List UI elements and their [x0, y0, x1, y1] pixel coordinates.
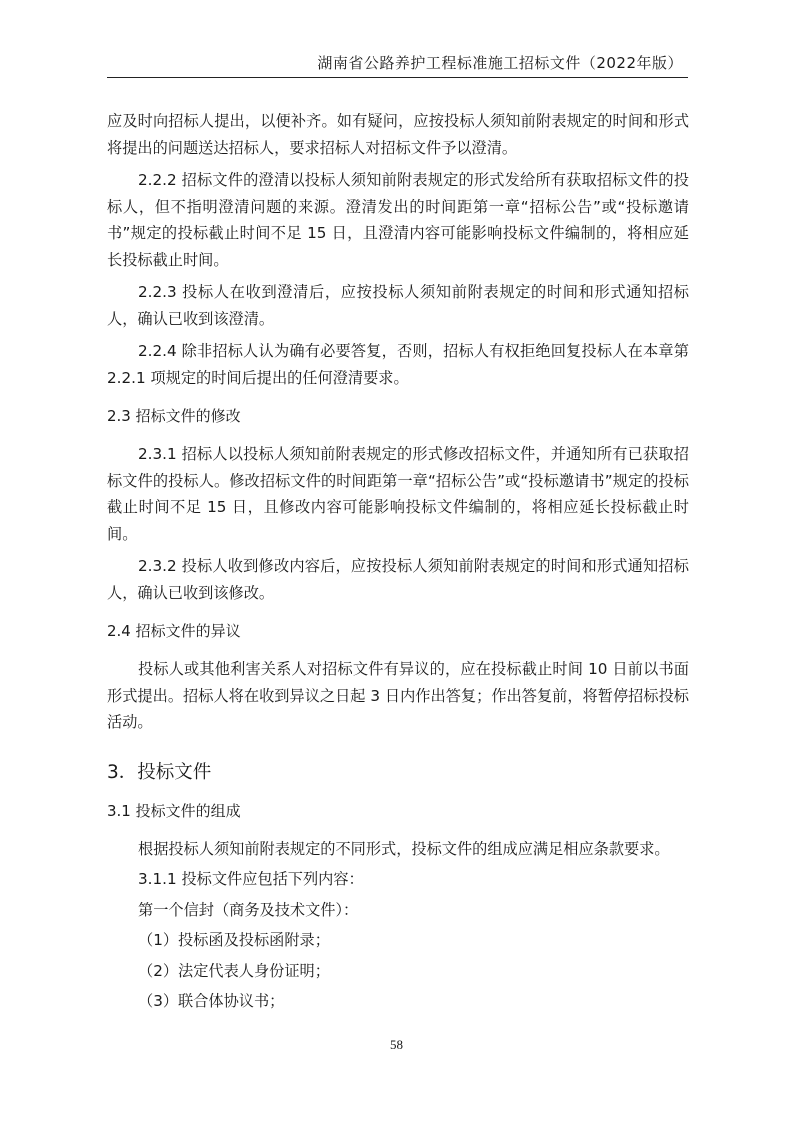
list-item: （2）法定代表人身份证明；: [138, 961, 330, 980]
page-number: 58: [390, 1037, 403, 1052]
page-body: [107, 108, 689, 1015]
paragraph-2-2-3: 2.2.3 投标人在收到澄清后，应按投标人须知前附表规定的时间和形式通知招标人，确认已收到该澄清。: [107, 283, 689, 328]
paragraph-3-1: 根据投标人须知前附表规定的不同形式，投标文件的组成应满足相应条款要求。: [138, 839, 670, 858]
paragraph-2-3-2: 2.3.2 投标人收到修改内容后，应按投标人须知前附表规定的时间和形式通知招标人，确认已收到该修改。: [107, 557, 689, 602]
running-header: 湖南省公路养护工程标准施工招标文件（2022年版）: [317, 54, 683, 72]
paragraph-2-2-2: 2.2.2 招标文件的澄清以投标人须知前附表规定的形式发给所有获取招标文件的投标人，但不指明澄清问题的来源。澄清发出的时间距第一章“招标公告”或“投标邀请书”规定的投标截止时间不足 15 日，且澄清内容可能影响投标文件编制的，将相应延长投标截止时间。: [107, 171, 689, 269]
chapter-heading-3: 3．投标文件: [107, 761, 212, 783]
section-heading-3-1: 3.1 投标文件的组成: [107, 801, 241, 820]
paragraph-2-4: 投标人或其他利害关系人对招标文件有异议的，应在投标截止时间 10 日前以书面形式提出。招标人将在收到异议之日起 3 日内作出答复；作出答复前，将暂停招标投标活动。: [107, 660, 689, 731]
paragraph-continuation: 应及时向招标人提出，以便补齐。如有疑问，应按投标人须知前附表规定的时间和形式将提出的问题送达招标人，要求招标人对招标文件予以澄清。: [107, 112, 689, 157]
section-heading-2-4: 2.4 招标文件的异议: [107, 622, 241, 640]
list-item: （1）投标函及投标函附录；: [138, 931, 330, 949]
paragraph-3-1-1: 3.1.1 投标文件应包括下列内容：: [138, 870, 364, 888]
paragraph-first-envelope: 第一个信封（商务及技术文件）：: [138, 900, 359, 919]
header-divider: [107, 77, 688, 78]
paragraph-2-2-4: 2.2.4 除非招标人认为确有必要答复，否则，招标人有权拒绝回复投标人在本章第 2.2.1 项规定的时间后提出的任何澄清要求。: [107, 342, 689, 387]
paragraph-2-3-1: 2.3.1 招标人以投标人须知前附表规定的形式修改招标文件，并通知所有已获取招标文件的投标人。修改招标文件的时间距第一章“招标公告”或“投标邀请书”规定的投标截止时间不足 15 日，且修改内容可能影响投标文件编制的，将相应延长投标截止时间。: [107, 445, 689, 543]
section-heading-2-3: 2.3 招标文件的修改: [107, 407, 241, 425]
list-item: （3）联合体协议书；: [138, 992, 285, 1010]
